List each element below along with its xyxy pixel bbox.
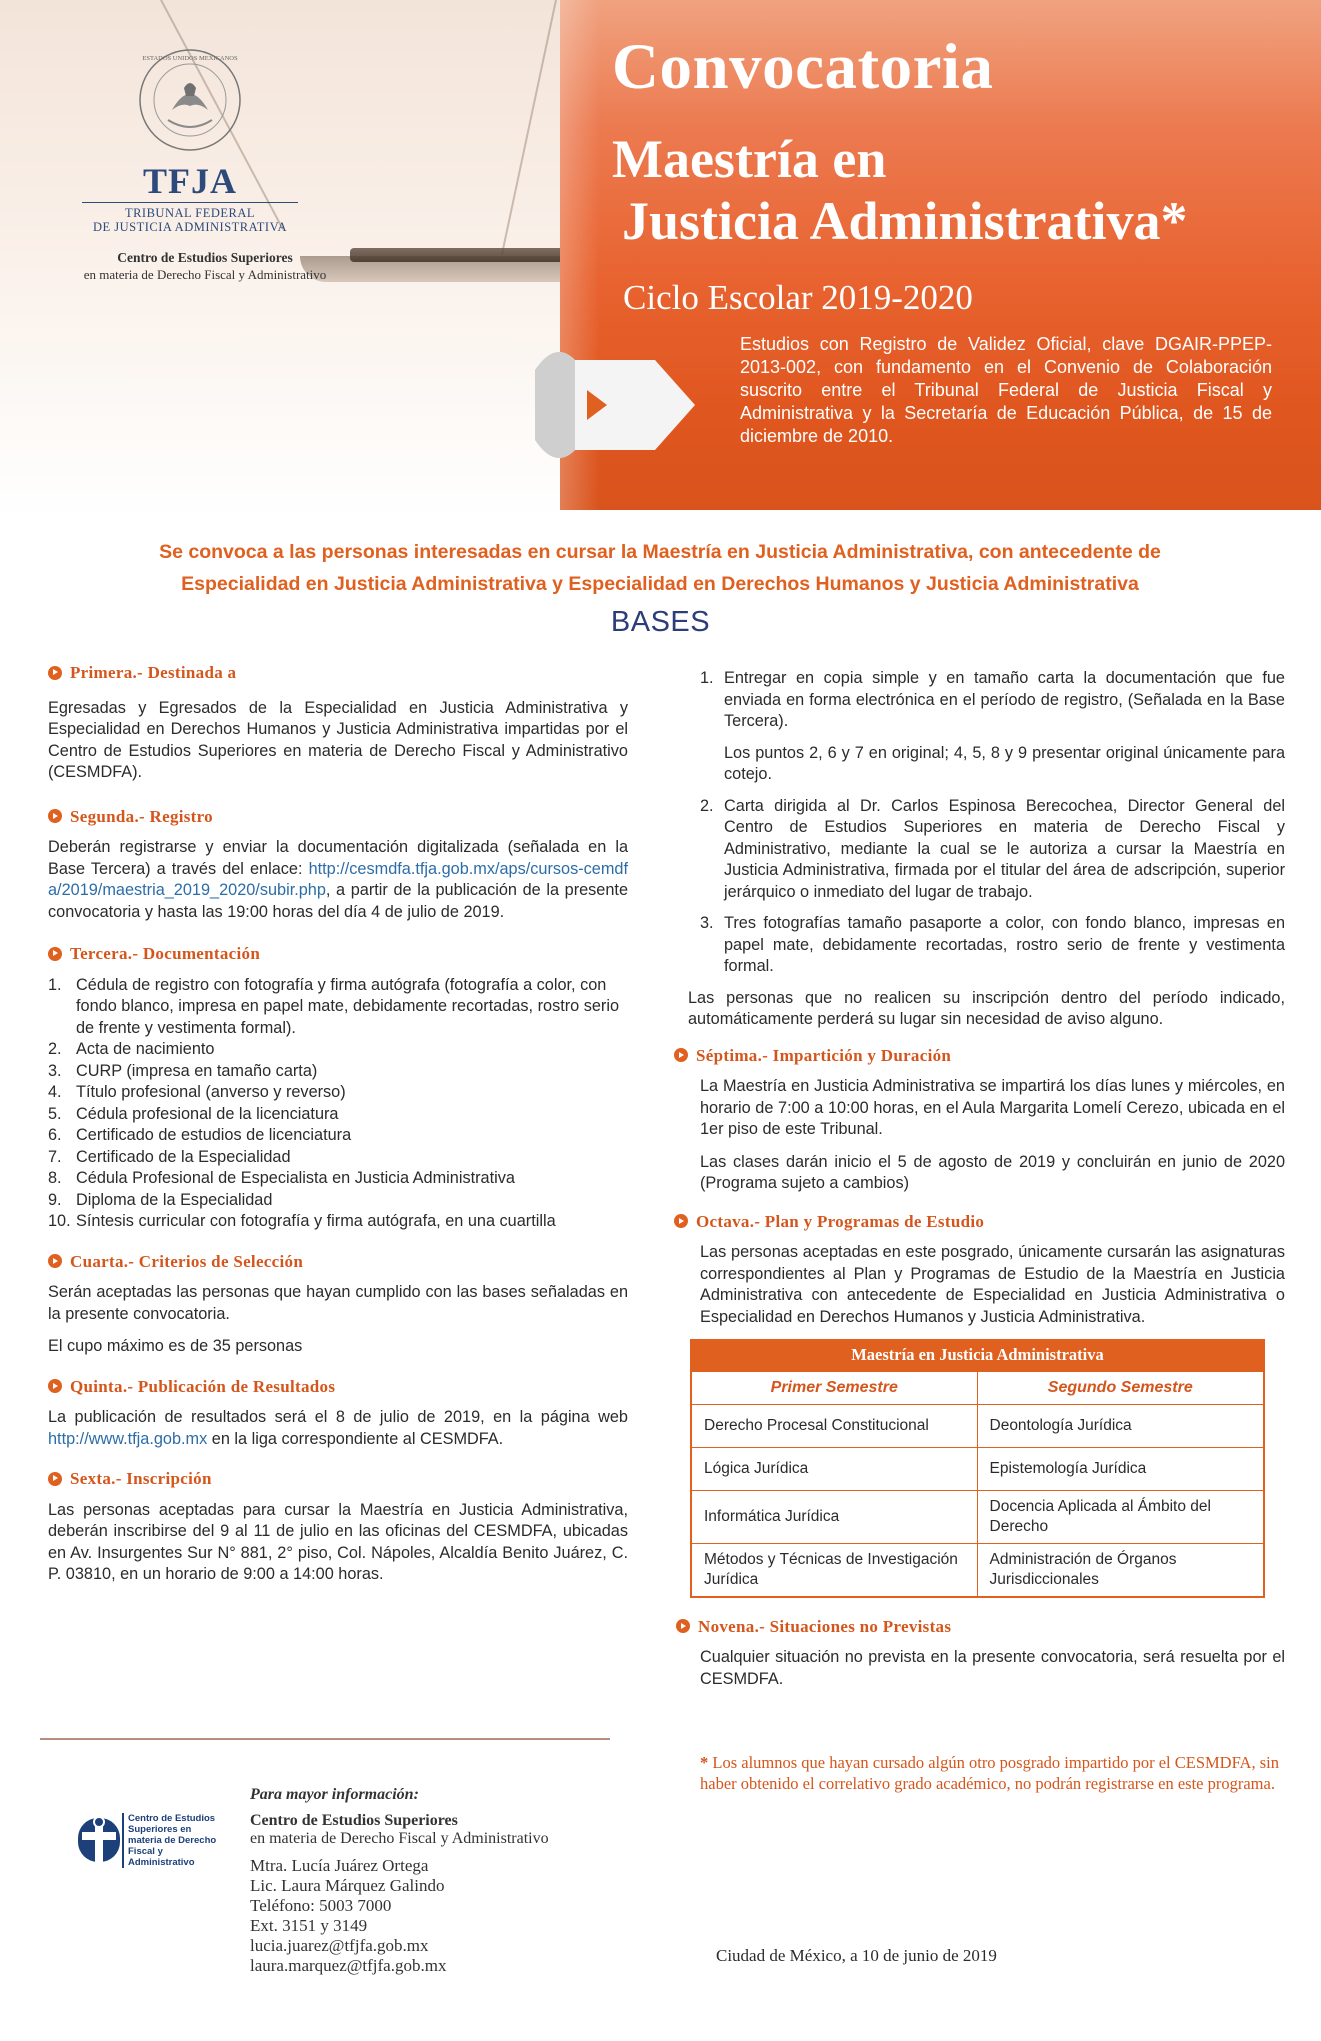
- section-quinta-heading: [48, 1376, 628, 1398]
- item-text: Entregar en copia simple y en tamaño carta la documentación que fue enviada en forma electrónica en el período de registro, (Señalada en la Base Tercera).: [724, 669, 1285, 730]
- section-sexta-heading: [48, 1468, 628, 1490]
- item-number: 8.: [48, 1169, 62, 1187]
- item-number: 4.: [48, 1083, 62, 1101]
- arrow-bullet-icon: [48, 1254, 62, 1268]
- table-cell: Lógica Jurídica: [692, 1448, 978, 1490]
- heading-text: Primera.- Destinada a: [70, 663, 237, 682]
- registration-link[interactable]: http://cesmdfa.tfja.gob.mx/aps/cursos-cemdfa/2019/maestria_2019_2020/subir.php: [48, 859, 628, 899]
- item-text: Título profesional (anverso y reverso): [76, 1083, 346, 1101]
- table-row: [692, 1404, 1263, 1447]
- arrow-bullet-icon: [48, 1379, 62, 1393]
- item-number: 3.: [48, 1061, 62, 1080]
- septima-text1: La Maestría en Justicia Administrativa se impartirá los días lunes y miércoles, en horario de 7:00 a 10:00 horas, en el Aula Margarita Lomelí Cerezo, ubicada en el 1er piso de este Tribunal.: [700, 1077, 1285, 1138]
- item-text: Cédula Profesional de Especialista en Justicia Administrativa: [76, 1169, 515, 1187]
- item-number: 6.: [48, 1126, 62, 1144]
- contact-extension: Ext. 3151 y 3149: [250, 1916, 368, 1935]
- footer-centro-line2: en materia de Derecho Fiscal y Administrativo: [250, 1830, 549, 1847]
- centro-line1: Centro de Estudios Superiores: [117, 250, 293, 265]
- arrow-bullet-icon: [674, 1214, 688, 1228]
- segunda-text: [48, 837, 628, 923]
- documents-list: [48, 975, 628, 1233]
- item1-note: Los puntos 2, 6 y 7 en original; 4, 5, 8 y 9 presentar original únicamente para cotejo.: [724, 743, 1285, 783]
- cuarta-text2: El cupo máximo es de 35 personas: [48, 1337, 303, 1355]
- heading-text: Séptima.- Impartición y Duración: [696, 1045, 952, 1065]
- item-number: 9.: [48, 1190, 62, 1209]
- arrow-bullet-icon: [48, 947, 62, 961]
- arrow-bullet-icon: [48, 1472, 62, 1486]
- item-number: 10.: [48, 1212, 71, 1230]
- segunda-text2: , a partir de la publicación de la presente convocatoria y hasta las 19:00 horas del día 4 de julio de 2019.: [48, 881, 628, 921]
- heading-text: Quinta.- Publicación de Resultados: [70, 1376, 336, 1396]
- list-item: [700, 668, 1285, 733]
- right-column: [688, 668, 1285, 1701]
- table-header-row: [692, 1371, 1263, 1404]
- inscription-requirements: [700, 668, 1285, 978]
- logo-sub-line1: TRIBUNAL FEDERAL: [124, 206, 256, 220]
- table-cell: Derecho Procesal Constitucional: [692, 1405, 978, 1447]
- more-info-label: Para mayor información:: [250, 1786, 419, 1803]
- contact-list: [250, 1856, 446, 1976]
- quinta-text: [48, 1407, 628, 1450]
- octava-text: Las personas aceptadas en este posgrado, únicamente cursarán las asignaturas correspondientes al Plan y Programas de Estudio de la Maestría en Justicia Administrativa con antecedente de Especialidad en Justicia Administrativa o Especialidad en Derechos Humanos y Justicia Administrativa.: [700, 1243, 1285, 1326]
- table-cell: Docencia Aplicada al Ámbito del Derecho: [989, 1497, 1211, 1535]
- item-number: 2.: [700, 796, 714, 815]
- contact-name: Mtra. Lucía Juárez Ortega: [250, 1856, 429, 1875]
- column-header: Primer Semestre: [692, 1372, 978, 1404]
- header-banner: [0, 0, 1321, 520]
- heading-text: Novena.- Situaciones no Previstas: [698, 1616, 952, 1636]
- arrow-bullet-icon: [48, 809, 62, 823]
- program-title-line2: Justicia Administrativa*: [622, 191, 1188, 251]
- validity-description: Estudios con Registro de Validez Oficial, clave DGAIR-PPEP-2013-002, con fundamento en el Convenio de Colaboración suscrito entre el Tribunal Federal de Justicia Fiscal y Administrativa y la Secretaría de Educación Pública, de 15 de diciembre de 2010.: [740, 334, 1272, 446]
- tfja-logo: TFJA: [143, 161, 237, 201]
- heading-text: Tercera.- Documentación: [70, 944, 261, 963]
- heading-text: Octava.- Plan y Programas de Estudio: [696, 1211, 985, 1231]
- item-text: Cédula de registro con fotografía y firma autógrafa (fotografía a color, con fondo blanco, impresa en papel mate, debidamente recortadas, rostro serio de frente y vestimenta formal).: [76, 975, 620, 1037]
- table-cell: Epistemología Jurídica: [989, 1459, 1147, 1477]
- footnote-text: Los alumnos que hayan cursado algún otro posgrado impartido por el CESMDFA, sin haber obtenido el correlativo grado académico, no podrán registrarse en este programa.: [700, 1753, 1279, 1793]
- logo-divider: [82, 202, 298, 203]
- intro-line2: Especialidad en Justicia Administrativa y Especialidad en Derechos Humanos y Justicia Administrativa: [181, 573, 1139, 595]
- sexta-text: Las personas aceptadas para cursar la Maestría en Justicia Administrativa, deberán inscribirse del 9 al 11 de julio en las oficinas del CESMDFA, ubicadas en Av. Insurgentes Sur N° 881, 2° piso, Col. Nápoles, Alcaldía Benito Juárez, C. P. 03810, en un horario de 9:00 a 14:00 horas.: [48, 1500, 628, 1583]
- cesmdfa-logo-text: Centro de Estudios Superiores en materia de Derecho Fiscal y Administrativo: [122, 1813, 217, 1868]
- quinta-text2: en la liga correspondiente al CESMDFA.: [207, 1429, 504, 1448]
- footer-centro-line1: Centro de Estudios Superiores: [250, 1812, 458, 1829]
- list-item: [700, 796, 1285, 904]
- quinta-text1: La publicación de resultados será el 8 de julio de 2019, en la página web: [48, 1408, 628, 1426]
- scale-beam-image: [350, 248, 580, 262]
- segunda-text1: Deberán registrarse y enviar la documentación digitalizada (señalada en la Base Tercera) a través del enlace:: [48, 838, 628, 878]
- section-tercera-heading: [48, 943, 628, 965]
- footer-divider: [40, 1738, 610, 1740]
- document-date: Ciudad de México, a 10 de junio de 2019: [716, 1946, 997, 1965]
- section-cuarta-heading: [48, 1251, 628, 1273]
- list-item: [48, 1190, 628, 1212]
- list-item: [700, 913, 1285, 978]
- centro-line2: en materia de Derecho Fiscal y Administrativo: [83, 267, 327, 282]
- inscription-closing: Las personas que no realicen su inscripción dentro del período indicado, automáticamente perderá su lugar sin necesidad de aviso alguno.: [688, 988, 1285, 1028]
- list-item: [48, 1039, 628, 1061]
- contact-name: Lic. Laura Márquez Galindo: [250, 1876, 445, 1895]
- primera-text: Egresadas y Egresados de la Especialidad en Justicia Administrativa y Especialidad en Derechos Humanos y Justicia Administrativa impartidas por el Centro de Estudios Superiores en materia de Derecho Fiscal y Administrativo (CESMDFA).: [48, 698, 628, 781]
- item-text: Diploma de la Especialidad: [76, 1190, 273, 1209]
- list-item: [48, 1211, 628, 1233]
- cesmdfa-logo-icon: [78, 1810, 120, 1866]
- item-text: Cédula profesional de la licenciatura: [76, 1104, 339, 1123]
- list-item: [48, 1147, 628, 1169]
- table-row: [692, 1543, 1263, 1596]
- arrow-bullet-icon: [676, 1619, 690, 1633]
- table-row: [692, 1447, 1263, 1490]
- item-text: Acta de nacimiento: [76, 1040, 215, 1058]
- heading-text: Segunda.- Registro: [70, 806, 213, 826]
- heading-text: Sexta.- Inscripción: [70, 1469, 212, 1488]
- program-title-line1: Maestría en: [612, 129, 887, 189]
- section-primera-heading: [48, 662, 628, 684]
- seal-text: ESTADOS UNIDOS MEXICANOS: [142, 55, 238, 62]
- novena-text: Cualquier situación no prevista en la presente convocatoria, será resuelta por el CESMDFA.: [700, 1648, 1285, 1688]
- intro-line1: Se convoca a las personas interesadas en cursar la Maestría en Justicia Administrativa, con antecedente de: [159, 541, 1161, 563]
- item-text: Carta dirigida al Dr. Carlos Espinosa Berecochea, Director General del Centro de Estudios Superiores en materia de Derecho Fiscal y Administrativo, mediante la cual se le autoriza a cursar la Maestría en Justicia Administrativa, firmada por el titular del área de adscripción, superior jerárquico o inmediato del lugar de trabajo.: [724, 796, 1285, 901]
- heading-text: Cuarta.- Criterios de Selección: [70, 1251, 304, 1271]
- cuarta-text1: Serán aceptadas las personas que hayan cumplido con las bases señaladas en la presente convocatoria.: [48, 1283, 628, 1323]
- septima-text2: Las clases darán inicio el 5 de agosto de 2019 y concluirán en junio de 2020 (Programa sujeto a cambios): [700, 1152, 1285, 1192]
- left-column: [48, 662, 628, 1597]
- item-number: 2.: [48, 1040, 62, 1058]
- table-cell: Métodos y Técnicas de Investigación Jurídica: [692, 1544, 978, 1596]
- table-caption: Maestría en Justicia Administrativa: [692, 1341, 1263, 1371]
- item-number: 3.: [700, 914, 714, 932]
- column-header: Segundo Semestre: [1047, 1378, 1193, 1396]
- item-text: Tres fotografías tamaño pasaporte a color, con fondo blanco, impresas en papel mate, debidamente recortadas, rostro serio de frente y vestimenta formal.: [724, 914, 1285, 975]
- arrow-bullet-icon: [674, 1048, 688, 1062]
- contact-email[interactable]: lucia.juarez@tfjfa.gob.mx: [250, 1936, 429, 1955]
- arrow-bullet-icon: [48, 666, 62, 680]
- item-number: 7.: [48, 1147, 62, 1166]
- list-item: [48, 1082, 628, 1104]
- ribbon-arrow-icon: [535, 340, 705, 470]
- item-text: Certificado de la Especialidad: [76, 1147, 291, 1166]
- school-cycle: Ciclo Escolar 2019-2020: [623, 278, 973, 317]
- section-segunda-heading: [48, 806, 628, 828]
- item-text: Síntesis curricular con fotografía y firma autógrafa, en una cuartilla: [76, 1212, 556, 1230]
- study-plan-table: [690, 1339, 1265, 1598]
- table-cell: Informática Jurídica: [692, 1491, 978, 1543]
- tfja-logo-subtitle: [82, 206, 298, 234]
- list-item: [48, 1104, 628, 1126]
- item-text: Certificado de estudios de licenciatura: [76, 1126, 352, 1144]
- logo-sub-line2: DE JUSTICIA ADMINISTRATIVA: [92, 220, 288, 234]
- section-septima-heading: [674, 1045, 1285, 1067]
- mexico-seal-icon: [138, 48, 242, 152]
- list-item: [48, 1168, 628, 1190]
- table-cell: Deontología Jurídica: [989, 1416, 1132, 1434]
- list-item: [48, 1125, 628, 1147]
- item-number: 1.: [700, 669, 714, 687]
- item-number: 1.: [48, 975, 62, 994]
- tfja-website-link[interactable]: http://www.tfja.gob.mx: [48, 1429, 208, 1448]
- table-row: [692, 1490, 1263, 1543]
- footnote-asterisk: *: [700, 1753, 709, 1772]
- item-text: CURP (impresa en tamaño carta): [76, 1061, 318, 1080]
- table-cell: Administración de Órganos Jurisdiccionales: [989, 1550, 1177, 1588]
- section-novena-heading: [676, 1616, 1285, 1638]
- contact-phone: Teléfono: 5003 7000: [250, 1896, 392, 1915]
- bases-heading: BASES: [610, 606, 711, 638]
- call-intro: [60, 536, 1260, 600]
- section-octava-heading: [674, 1211, 1285, 1233]
- footnote: [700, 1752, 1288, 1794]
- contact-email[interactable]: laura.marquez@tfjfa.gob.mx: [250, 1956, 447, 1975]
- list-item: [48, 1061, 628, 1083]
- list-item: [48, 975, 628, 1040]
- item-number: 5.: [48, 1104, 62, 1123]
- page-title: Convocatoria: [612, 31, 994, 103]
